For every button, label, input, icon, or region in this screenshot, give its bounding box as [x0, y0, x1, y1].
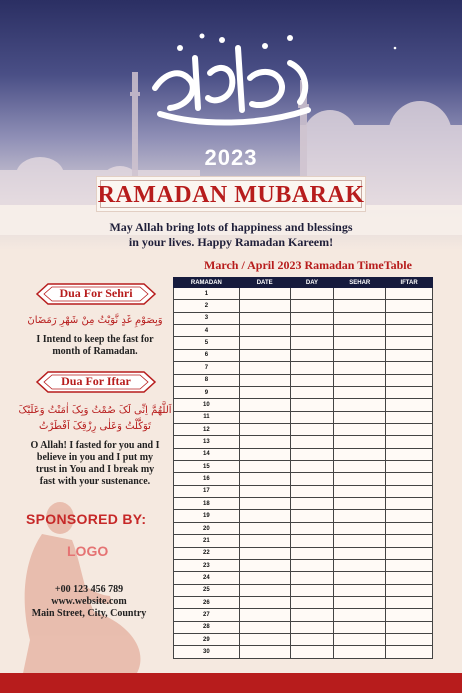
tagline-line-1: May Allah bring lots of happiness and blessings: [109, 220, 353, 234]
date-cell: [239, 349, 290, 361]
header-day: DAY: [290, 278, 334, 288]
sponsor-phone: +00 123 456 789: [54, 584, 124, 595]
timetable-header-row: [174, 278, 433, 288]
table-row: [174, 436, 433, 448]
table-row: [174, 411, 433, 423]
table-row: [174, 646, 433, 658]
sehar-cell: [334, 535, 386, 547]
iftar-cell: [386, 288, 433, 300]
day-number-cell: 13: [174, 436, 240, 448]
day-number-cell: 30: [174, 646, 240, 658]
date-cell: [239, 584, 290, 596]
sehar-cell: [334, 337, 386, 349]
day-number-cell: 25: [174, 584, 240, 596]
sehar-cell: [334, 572, 386, 584]
sponsor-address: Main Street, City, Country: [31, 608, 147, 619]
iftar-cell: [386, 362, 433, 374]
sehar-cell: [334, 510, 386, 522]
sehar-cell: [334, 288, 386, 300]
day-number-cell: 5: [174, 337, 240, 349]
day-number-cell: 6: [174, 349, 240, 361]
sehar-cell: [334, 559, 386, 571]
date-cell: [239, 485, 290, 497]
iftar-cell: [386, 461, 433, 473]
table-row: [174, 522, 433, 534]
iftar-cell: [386, 584, 433, 596]
iftar-cell: [386, 386, 433, 398]
iftar-cell: [386, 498, 433, 510]
table-row: [174, 559, 433, 571]
dua-sehri-label: Dua For Sehri: [34, 281, 158, 307]
day-cell: [290, 312, 334, 324]
sehar-cell: [334, 646, 386, 658]
day-cell: [290, 498, 334, 510]
day-number-cell: 29: [174, 634, 240, 646]
date-cell: [239, 522, 290, 534]
table-row: [174, 498, 433, 510]
header-ramadan: RAMADAN: [174, 278, 240, 288]
tagline: [60, 220, 402, 250]
day-number-cell: 16: [174, 473, 240, 485]
sehar-cell: [334, 300, 386, 312]
iftar-cell: [386, 609, 433, 621]
table-row: [174, 584, 433, 596]
day-cell: [290, 386, 334, 398]
table-row: [174, 374, 433, 386]
day-cell: [290, 485, 334, 497]
page-title: RAMADAN MUBARAK: [97, 182, 365, 208]
iftar-cell: [386, 337, 433, 349]
date-cell: [239, 312, 290, 324]
day-number-cell: 26: [174, 596, 240, 608]
sehar-cell: [334, 609, 386, 621]
iftar-cell: [386, 325, 433, 337]
table-row: [174, 596, 433, 608]
iftar-cell: [386, 485, 433, 497]
day-cell: [290, 337, 334, 349]
sehar-cell: [334, 362, 386, 374]
day-cell: [290, 423, 334, 435]
iftar-cell: [386, 510, 433, 522]
date-cell: [239, 436, 290, 448]
sponsor-logo: LOGO: [67, 543, 109, 559]
table-row: [174, 337, 433, 349]
table-row: [174, 535, 433, 547]
iftar-cell: [386, 473, 433, 485]
iftar-cell: [386, 621, 433, 633]
iftar-cell: [386, 448, 433, 460]
date-cell: [239, 646, 290, 658]
iftar-cell: [386, 596, 433, 608]
day-number-cell: 20: [174, 522, 240, 534]
table-row: [174, 609, 433, 621]
date-cell: [239, 362, 290, 374]
dua-sehri-english: I Intend to keep the fast for month of Ramadan.: [36, 334, 154, 357]
day-number-cell: 2: [174, 300, 240, 312]
day-number-cell: 11: [174, 411, 240, 423]
date-cell: [239, 386, 290, 398]
sehar-cell: [334, 498, 386, 510]
date-cell: [239, 634, 290, 646]
table-row: [174, 362, 433, 374]
day-number-cell: 14: [174, 448, 240, 460]
sehar-cell: [334, 448, 386, 460]
title-banner: [96, 176, 366, 212]
day-cell: [290, 596, 334, 608]
day-cell: [290, 325, 334, 337]
day-cell: [290, 535, 334, 547]
day-cell: [290, 646, 334, 658]
day-cell: [290, 547, 334, 559]
day-number-cell: 8: [174, 374, 240, 386]
header-date: DATE: [239, 278, 290, 288]
date-cell: [239, 411, 290, 423]
table-row: [174, 461, 433, 473]
day-cell: [290, 609, 334, 621]
table-row: [174, 386, 433, 398]
iftar-cell: [386, 572, 433, 584]
day-cell: [290, 288, 334, 300]
date-cell: [239, 325, 290, 337]
date-cell: [239, 547, 290, 559]
table-row: [174, 547, 433, 559]
date-cell: [239, 423, 290, 435]
table-row: [174, 510, 433, 522]
day-number-cell: 24: [174, 572, 240, 584]
date-cell: [239, 473, 290, 485]
sehar-cell: [334, 522, 386, 534]
sehar-cell: [334, 634, 386, 646]
sehar-cell: [334, 436, 386, 448]
table-row: [174, 349, 433, 361]
table-row: [174, 572, 433, 584]
sehar-cell: [334, 374, 386, 386]
iftar-cell: [386, 423, 433, 435]
date-cell: [239, 559, 290, 571]
sehar-cell: [334, 312, 386, 324]
day-number-cell: 1: [174, 288, 240, 300]
footer-bar: [0, 673, 462, 693]
sehar-cell: [334, 621, 386, 633]
day-cell: [290, 362, 334, 374]
day-number-cell: 12: [174, 423, 240, 435]
sehar-cell: [334, 349, 386, 361]
sponsor-contact: [0, 584, 178, 620]
ramadan-timetable: [173, 277, 433, 659]
year: 2023: [204, 145, 258, 170]
day-cell: [290, 399, 334, 411]
day-number-cell: 9: [174, 386, 240, 398]
sehar-cell: [334, 485, 386, 497]
date-cell: [239, 399, 290, 411]
sehar-cell: [334, 547, 386, 559]
sehar-cell: [334, 399, 386, 411]
tagline-line-2: in your lives. Happy Ramadan Kareem!: [128, 235, 334, 249]
day-cell: [290, 436, 334, 448]
day-number-cell: 28: [174, 621, 240, 633]
date-cell: [239, 288, 290, 300]
sponsored-by-heading: SPONSORED BY:: [26, 511, 147, 527]
header-iftar: IFTAR: [386, 278, 433, 288]
day-cell: [290, 572, 334, 584]
table-row: [174, 485, 433, 497]
table-row: [174, 325, 433, 337]
day-number-cell: 17: [174, 485, 240, 497]
day-number-cell: 21: [174, 535, 240, 547]
day-number-cell: 22: [174, 547, 240, 559]
sehar-cell: [334, 596, 386, 608]
iftar-cell: [386, 374, 433, 386]
day-cell: [290, 510, 334, 522]
table-row: [174, 423, 433, 435]
iftar-cell: [386, 634, 433, 646]
day-cell: [290, 300, 334, 312]
sehar-cell: [334, 461, 386, 473]
day-cell: [290, 621, 334, 633]
dua-iftar-label: Dua For Iftar: [34, 369, 158, 395]
date-cell: [239, 498, 290, 510]
header-sehar: SEHAR: [334, 278, 386, 288]
iftar-cell: [386, 436, 433, 448]
table-row: [174, 399, 433, 411]
day-number-cell: 23: [174, 559, 240, 571]
iftar-cell: [386, 411, 433, 423]
day-cell: [290, 349, 334, 361]
day-cell: [290, 411, 334, 423]
table-row: [174, 448, 433, 460]
date-cell: [239, 535, 290, 547]
day-cell: [290, 634, 334, 646]
sehar-cell: [334, 423, 386, 435]
day-number-cell: 3: [174, 312, 240, 324]
table-row: [174, 621, 433, 633]
day-number-cell: 10: [174, 399, 240, 411]
date-cell: [239, 510, 290, 522]
timetable-title: March / April 2023 Ramadan TimeTable: [204, 258, 412, 272]
date-cell: [239, 572, 290, 584]
sehar-cell: [334, 473, 386, 485]
table-row: [174, 288, 433, 300]
date-cell: [239, 374, 290, 386]
date-cell: [239, 461, 290, 473]
day-number-cell: 27: [174, 609, 240, 621]
day-cell: [290, 559, 334, 571]
table-row: [174, 634, 433, 646]
iftar-cell: [386, 300, 433, 312]
day-cell: [290, 448, 334, 460]
date-cell: [239, 596, 290, 608]
day-cell: [290, 522, 334, 534]
day-cell: [290, 473, 334, 485]
sponsor-website: www.website.com: [51, 596, 127, 607]
date-cell: [239, 300, 290, 312]
day-cell: [290, 584, 334, 596]
day-cell: [290, 461, 334, 473]
sehar-cell: [334, 411, 386, 423]
date-cell: [239, 621, 290, 633]
iftar-cell: [386, 547, 433, 559]
iftar-cell: [386, 646, 433, 658]
day-number-cell: 19: [174, 510, 240, 522]
day-number-cell: 7: [174, 362, 240, 374]
iftar-cell: [386, 535, 433, 547]
date-cell: [239, 609, 290, 621]
iftar-cell: [386, 559, 433, 571]
iftar-cell: [386, 399, 433, 411]
table-row: [174, 312, 433, 324]
dua-iftar-arabic: اَللَّهُمَّ اِنِّی لَکَ صُمْتُ وَبِکَ اٰمَنْتُ وَعَلَيْکَ تَوَکَّلْتُ وَعَلٰی رِزْقِکَ اَفْطَرْتُ: [18, 405, 172, 432]
date-cell: [239, 337, 290, 349]
day-number-cell: 18: [174, 498, 240, 510]
date-cell: [239, 448, 290, 460]
day-cell: [290, 374, 334, 386]
ramadan-kareem-calligraphy: [140, 18, 320, 136]
table-row: [174, 300, 433, 312]
sehar-cell: [334, 325, 386, 337]
dua-sehri-arabic: وَبِصَوْمِ غَدٍ نَّوَيْتُ مِنْ شَهْرِ رَمَضَانَ: [27, 315, 163, 326]
table-row: [174, 473, 433, 485]
iftar-cell: [386, 349, 433, 361]
iftar-cell: [386, 522, 433, 534]
dua-iftar-english: O Allah! I fasted for you and I believe in you and I put my trust in You and I break my fast with your sustenance.: [30, 440, 160, 487]
day-number-cell: 4: [174, 325, 240, 337]
sehar-cell: [334, 584, 386, 596]
iftar-cell: [386, 312, 433, 324]
sehar-cell: [334, 386, 386, 398]
day-number-cell: 15: [174, 461, 240, 473]
